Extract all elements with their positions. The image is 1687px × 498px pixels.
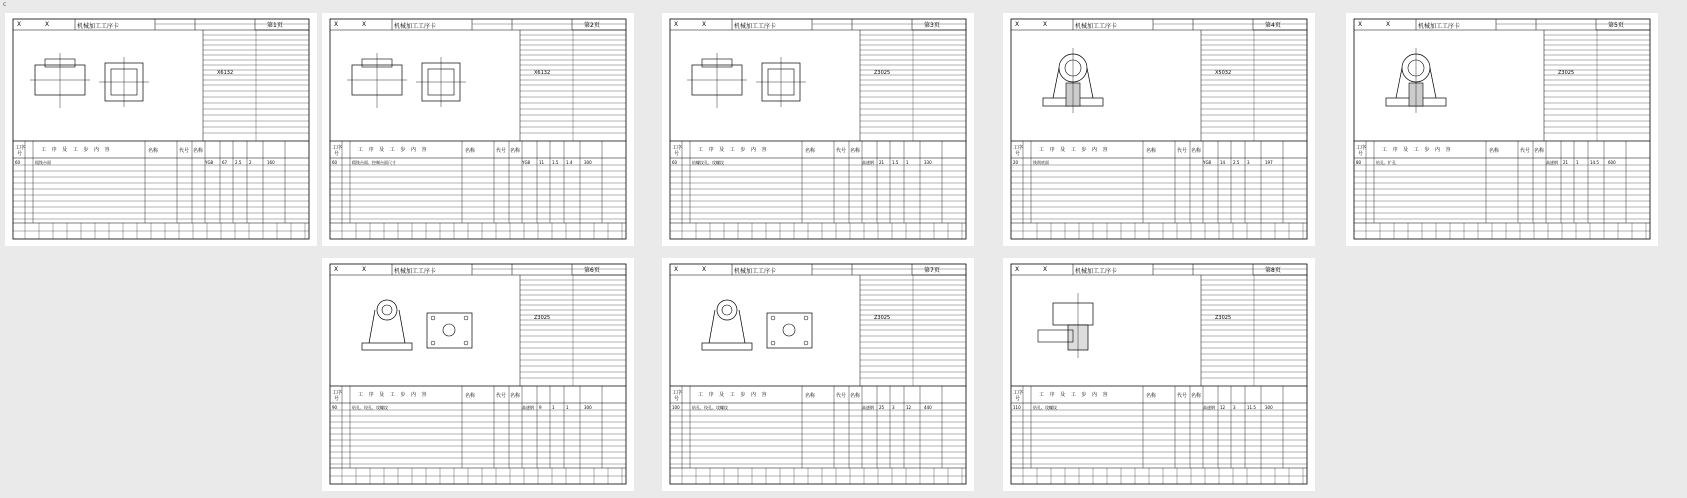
card-title: 机械加工工序卡 xyxy=(394,268,437,275)
card-title: 机械加工工序卡 xyxy=(734,268,777,275)
spindle-rpm: 600 xyxy=(1608,160,1616,165)
sheet-number: 第3页 xyxy=(924,22,940,29)
col-equip-name: 名称 xyxy=(193,148,204,154)
col-equip-name: 名称 xyxy=(510,393,521,399)
cutting-speed: 67 xyxy=(222,160,228,165)
equipment-model: X6132 xyxy=(534,70,551,76)
col-process-no: 工序 xyxy=(332,145,343,151)
tool-spec: 高速钢 xyxy=(1203,405,1215,410)
part-drawing xyxy=(30,53,149,108)
equipment-model: Z3025 xyxy=(1558,70,1575,76)
document-page-3[interactable] xyxy=(662,13,974,246)
col-equip-name: 名称 xyxy=(510,148,521,154)
process-card-frame xyxy=(662,258,974,491)
x-mark-mid: X xyxy=(702,266,707,273)
step-description: 钻孔、铰孔、攻螺纹 xyxy=(692,405,728,410)
tool-spec: YG8 xyxy=(522,160,531,165)
cutting-speed: 12 xyxy=(1220,405,1226,410)
process-card-frame xyxy=(662,13,974,246)
part-drawing xyxy=(687,53,806,108)
spindle-rpm: 300 xyxy=(1265,405,1273,410)
sheet-number: 第1页 xyxy=(267,22,283,29)
tool-spec: 高速钢 xyxy=(522,405,534,410)
process-card-frame xyxy=(1003,13,1315,246)
card-title: 机械加工工序卡 xyxy=(1075,23,1118,30)
cutting-speed: 11 xyxy=(539,160,545,165)
card-title: 机械加工工序卡 xyxy=(1418,23,1461,30)
col-tool-name: 名称 xyxy=(1146,148,1157,154)
col-tool-code: 代号 xyxy=(1177,393,1188,399)
part-drawing xyxy=(362,300,472,350)
col-process-content: 工 序 及 工 步 内 容 xyxy=(698,392,769,398)
cutting-speed: 21 xyxy=(879,160,885,165)
feed-rate: 2.5 xyxy=(1233,160,1240,165)
col-tool-code: 代号 xyxy=(179,148,190,154)
equipment-model: X5032 xyxy=(1215,70,1232,76)
part-drawing xyxy=(702,300,812,350)
col-process-no-b: 号 xyxy=(674,396,680,402)
cut-depth: 3 xyxy=(1247,160,1250,165)
tool-spec: 高速钢 xyxy=(862,160,874,165)
card-title: 机械加工工序卡 xyxy=(394,23,437,30)
col-process-no-b: 号 xyxy=(1358,151,1364,157)
spindle-rpm: 197 xyxy=(1265,160,1273,165)
col-process-no-b: 号 xyxy=(1015,396,1021,402)
document-page-6[interactable] xyxy=(322,258,634,491)
card-title: 机械加工工序卡 xyxy=(1075,268,1118,275)
col-tool-code: 代号 xyxy=(836,148,847,154)
col-tool-code: 代号 xyxy=(836,393,847,399)
col-process-no-b: 号 xyxy=(17,151,23,157)
spindle-rpm: 160 xyxy=(267,160,275,165)
feed-rate: 3 xyxy=(892,405,895,410)
spindle-rpm: 330 xyxy=(924,160,932,165)
feed-rate: 3 xyxy=(1233,405,1236,410)
step-description: 粗铣台面 xyxy=(35,160,51,165)
col-process-content: 工 序 及 工 步 内 容 xyxy=(41,147,112,153)
spindle-rpm: 440 xyxy=(924,405,932,410)
document-page-7[interactable] xyxy=(662,258,974,491)
col-tool-name: 名称 xyxy=(805,393,816,399)
x-mark-mid: X xyxy=(45,21,50,28)
cut-depth: 14.5 xyxy=(1590,160,1599,165)
step-number: 60 xyxy=(15,160,21,165)
col-process-no: 工序 xyxy=(332,390,343,396)
col-process-no: 工序 xyxy=(672,390,683,396)
col-process-content: 工 序 及 工 步 内 容 xyxy=(1382,147,1453,153)
x-mark-left: X xyxy=(334,21,339,28)
feed-rate: 2.5 xyxy=(235,160,242,165)
cut-depth: 11.5 xyxy=(1247,405,1256,410)
cut-depth: 1 xyxy=(566,405,569,410)
cut-depth: 2 xyxy=(249,160,252,165)
col-tool-name: 名称 xyxy=(148,148,159,154)
col-tool-name: 名称 xyxy=(465,148,476,154)
cut-depth: 1.4 xyxy=(566,160,573,165)
process-card-frame xyxy=(1003,258,1315,491)
col-equip-name: 名称 xyxy=(1534,148,1545,154)
col-process-no-b: 号 xyxy=(334,151,340,157)
equipment-model: Z3025 xyxy=(874,70,891,76)
tool-spec: YG8 xyxy=(205,160,214,165)
col-process-no-b: 号 xyxy=(334,396,340,402)
step-number: 90 xyxy=(332,405,338,410)
document-page-1[interactable] xyxy=(5,13,317,246)
col-process-content: 工 序 及 工 步 内 容 xyxy=(698,147,769,153)
col-process-content: 工 序 及 工 步 内 容 xyxy=(1039,392,1110,398)
x-mark-left: X xyxy=(674,266,679,273)
cutting-speed: 14 xyxy=(1220,160,1226,165)
col-process-content: 工 序 及 工 步 内 容 xyxy=(1039,147,1110,153)
col-tool-name: 名称 xyxy=(1146,393,1157,399)
process-card-frame xyxy=(322,258,634,491)
tool-spec: YG8 xyxy=(1203,160,1212,165)
sheet-number: 第2页 xyxy=(584,22,600,29)
card-title: 机械加工工序卡 xyxy=(734,23,777,30)
equipment-model: Z3025 xyxy=(534,315,551,321)
step-number: 60 xyxy=(332,160,338,165)
col-process-no: 工序 xyxy=(672,145,683,151)
col-process-no: 工序 xyxy=(15,145,26,151)
x-mark-left: X xyxy=(17,21,22,28)
equipment-model: X6132 xyxy=(217,70,234,76)
col-tool-code: 代号 xyxy=(496,148,507,154)
document-page-4[interactable] xyxy=(1003,13,1315,246)
col-process-no: 工序 xyxy=(1013,145,1024,151)
part-drawing xyxy=(347,53,466,108)
col-process-no-b: 号 xyxy=(1015,151,1021,157)
col-tool-name: 名称 xyxy=(805,148,816,154)
step-description: 精铣台面、控制台面尺寸 xyxy=(352,160,396,165)
process-card-frame xyxy=(5,13,317,246)
col-tool-name: 名称 xyxy=(1489,148,1500,154)
col-process-no: 工序 xyxy=(1013,390,1024,396)
x-mark-left: X xyxy=(1015,266,1020,273)
part-drawing xyxy=(1043,48,1103,113)
cut-depth: 12 xyxy=(906,405,912,410)
col-tool-code: 代号 xyxy=(1520,148,1531,154)
feed-rate: 1.5 xyxy=(552,160,559,165)
equipment-model: Z3025 xyxy=(1215,315,1232,321)
cutting-speed: 25 xyxy=(879,405,885,410)
feed-rate: 1 xyxy=(552,405,555,410)
col-tool-code: 代号 xyxy=(1177,148,1188,154)
step-description: 钻孔、铰孔、攻螺纹 xyxy=(352,405,388,410)
x-mark-mid: X xyxy=(1043,21,1048,28)
step-description: 钻孔、攻螺纹 xyxy=(1033,405,1057,410)
col-equip-name: 名称 xyxy=(850,393,861,399)
process-card-frame xyxy=(322,13,634,246)
col-equip-name: 名称 xyxy=(1191,393,1202,399)
x-mark-left: X xyxy=(1358,21,1363,28)
step-description: 钻孔、扩孔 xyxy=(1376,160,1396,165)
corner-mark: c xyxy=(3,1,7,8)
spindle-rpm: 300 xyxy=(584,160,592,165)
part-drawing xyxy=(1386,48,1446,113)
tool-spec: 高速钢 xyxy=(1546,160,1558,165)
step-number: 80 xyxy=(1356,160,1362,165)
cutting-speed: 9 xyxy=(539,405,542,410)
x-mark-left: X xyxy=(674,21,679,28)
cut-depth: 1 xyxy=(906,160,909,165)
process-card-frame xyxy=(1346,13,1658,246)
col-process-no: 工序 xyxy=(1356,145,1367,151)
x-mark-mid: X xyxy=(362,21,367,28)
sheet-number: 第4页 xyxy=(1265,22,1281,29)
step-number: 20 xyxy=(1013,160,1019,165)
col-process-content: 工 序 及 工 步 内 容 xyxy=(358,147,429,153)
x-mark-left: X xyxy=(1015,21,1020,28)
step-number: 100 xyxy=(672,405,680,410)
sheet-number: 第5页 xyxy=(1608,22,1624,29)
step-description: 钻螺纹孔、攻螺纹 xyxy=(692,160,724,165)
x-mark-mid: X xyxy=(362,266,367,273)
part-drawing xyxy=(1038,293,1093,358)
spindle-rpm: 300 xyxy=(584,405,592,410)
cutting-speed: 21 xyxy=(1563,160,1569,165)
col-equip-name: 名称 xyxy=(850,148,861,154)
x-mark-mid: X xyxy=(702,21,707,28)
feed-rate: 1 xyxy=(1576,160,1579,165)
document-page-5[interactable] xyxy=(1346,13,1658,246)
col-equip-name: 名称 xyxy=(1191,148,1202,154)
step-description: 铣削底面 xyxy=(1033,160,1049,165)
card-title: 机械加工工序卡 xyxy=(77,23,120,30)
feed-rate: 1.5 xyxy=(892,160,899,165)
sheet-number: 第8页 xyxy=(1265,267,1281,274)
x-mark-left: X xyxy=(334,266,339,273)
col-tool-name: 名称 xyxy=(465,393,476,399)
col-process-content: 工 序 及 工 步 内 容 xyxy=(358,392,429,398)
x-mark-mid: X xyxy=(1043,266,1048,273)
equipment-model: Z3025 xyxy=(874,315,891,321)
col-tool-code: 代号 xyxy=(496,393,507,399)
tool-spec: 高速钢 xyxy=(862,405,874,410)
sheet-number: 第7页 xyxy=(924,267,940,274)
document-page-2[interactable] xyxy=(322,13,634,246)
step-number: 110 xyxy=(1013,405,1021,410)
sheet-number: 第6页 xyxy=(584,267,600,274)
document-page-8[interactable] xyxy=(1003,258,1315,491)
step-number: 60 xyxy=(672,160,678,165)
col-process-no-b: 号 xyxy=(674,151,680,157)
x-mark-mid: X xyxy=(1386,21,1391,28)
